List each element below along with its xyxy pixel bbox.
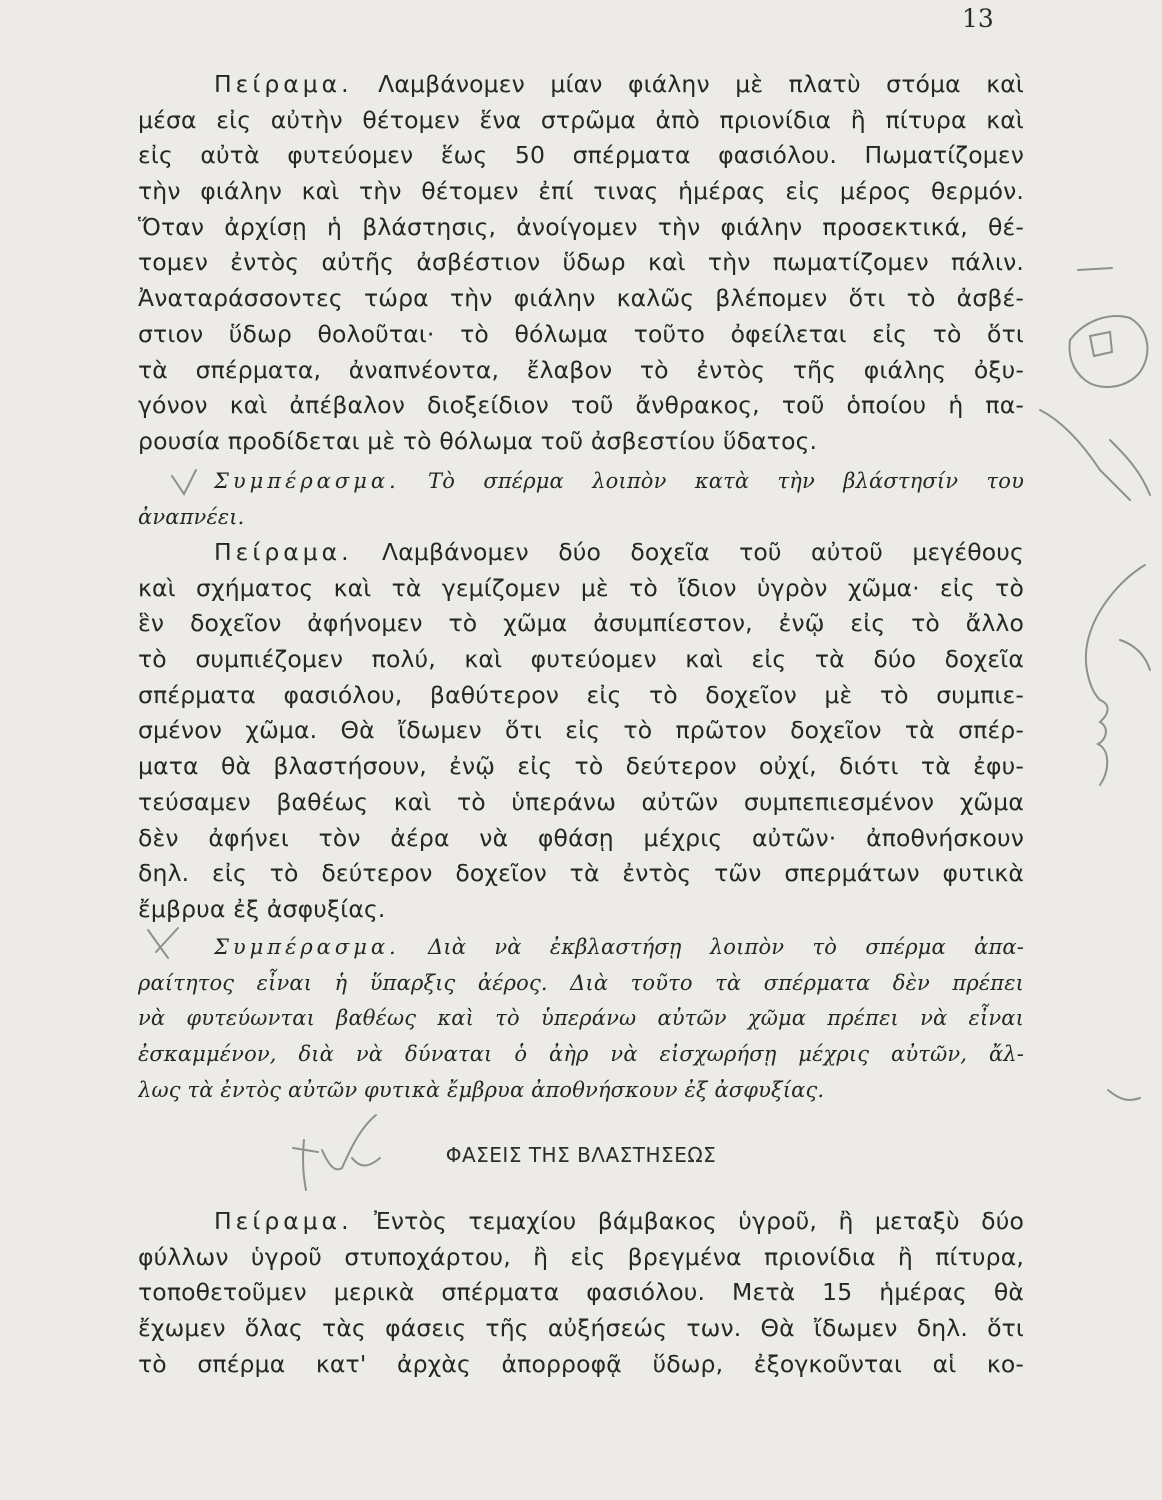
paragraph-conclusion-1 bbox=[138, 464, 1024, 535]
text-line: τὰ σπέρματα, ἀναπνέοντα, ἔλαβον τὸ ἐντὸς τῆς φιάλης ὀξυ- bbox=[138, 355, 1024, 384]
text-line: ἐσκαμμένον, διὰ νὰ δύναται ὁ ἀὴρ νὰ εἰσχωρήσῃ μέχρις αὐτῶν, ἄλ- bbox=[138, 1042, 1024, 1067]
page-number: 13 bbox=[962, 4, 994, 33]
text-line: δὲν ἀφήνει τὸν ἀέρα νὰ φθάσῃ μέχρις αὐτῶν· ἀποθνήσκουν bbox=[138, 823, 1024, 852]
text-line: ἔχωμεν ὅλας τὰς φάσεις τῆς αὐξήσεώς των. Θὰ ἴδωμεν δηλ. ὅτι bbox=[138, 1314, 1024, 1343]
text-line: ἔμβρυα ἐξ ἀσφυξίας. bbox=[138, 894, 386, 923]
text-line: ραίτητος εἶναι ἡ ὕπαρξις ἀέρος. Διὰ τοῦτο τὰ σπέρματα δὲν πρέπει bbox=[138, 970, 1024, 995]
paragraph-lead: Πείραμα. bbox=[214, 538, 353, 566]
margin-profile-doodle bbox=[1086, 565, 1150, 785]
text-line: ρουσία προδίδεται μὲ τὸ θόλωμα τοῦ ἀσβεστίου ὕδατος. bbox=[138, 426, 818, 455]
paragraph-lead: Συμπέρασμα. bbox=[214, 935, 400, 959]
text-line: στιον ὕδωρ θολοῦται· τὸ θόλωμα τοῦτο ὀφείλεται εἰς τὸ ὅτι bbox=[138, 319, 1024, 348]
text-line: Συμπέρασμα. Διὰ νὰ ἐκβλαστήσῃ λοιπὸν τὸ σπέρμα ἀπα- bbox=[214, 935, 1024, 959]
text-line: εἰς αὐτὰ φυτεύομεν ἕως 50 σπέρματα φασιόλου. Πωματίζομεν bbox=[138, 141, 1024, 170]
margin-dash-mark bbox=[1078, 268, 1112, 270]
text-line: δηλ. εἰς τὸ δεύτερον δοχεῖον τὰ ἐντὸς τῶν σπερμάτων φυτικὰ bbox=[138, 859, 1024, 888]
paragraph-experiment-2 bbox=[138, 535, 1024, 928]
text-line: Ἀναταράσσοντες τώρα τὴν φιάλην καλῶς βλέπομεν ὅτι τὸ ἀσβέ- bbox=[138, 284, 1024, 313]
text-line: μέσα εἰς αὐτὴν θέτομεν ἕνα στρῶμα ἀπὸ πριονίδια ἢ πίτυρα καὶ bbox=[138, 105, 1024, 134]
margin-face-doodle bbox=[1040, 316, 1150, 500]
text-line: τεύσαμεν βαθέως καὶ τὸ ὑπεράνω αὐτῶν συμπεπιεσμένον χῶμα bbox=[138, 787, 1024, 816]
paragraph-experiment-1 bbox=[138, 67, 1024, 460]
text-line: Πείραμα. Λαμβάνομεν μίαν φιάλην μὲ πλατὺ στόμα καὶ bbox=[214, 70, 1024, 98]
text-line: φύλλων ὑγροῦ στυποχάρτου, ἢ εἰς βρεγμένα πριονίδια ἢ πίτυρα, bbox=[138, 1242, 1024, 1271]
text-line: τοποθετοῦμεν μερικὰ σπέρματα φασιόλου. Μετὰ 15 ἡμέρας θὰ bbox=[138, 1278, 1024, 1307]
text-line: γόνον καὶ ἀπέβαλον διοξείδιον τοῦ ἄνθρακος, τοῦ ὁποίου ἡ πα- bbox=[138, 391, 1024, 420]
text-line: νὰ φυτεύωνται βαθέως καὶ τὸ ὑπεράνω αὐτῶν χῶμα πρέπει νὰ εἶναι bbox=[138, 1006, 1024, 1031]
text-line: τὴν φιάλην καὶ τὴν θέτομεν ἐπί τινας ἡμέρας εἰς μέρος θερμόν. bbox=[138, 177, 1024, 206]
text-line: Πείραμα. Λαμβάνομεν δύο δοχεῖα τοῦ αὐτοῦ μεγέθους bbox=[214, 538, 1024, 566]
text-line: ἓν δοχεῖον ἀφήνομεν τὸ χῶμα ἀσυμπίεστον, ἐνῷ εἰς τὸ ἄλλο bbox=[138, 609, 1024, 638]
text-line: Συμπέρασμα. Τὸ σπέρμα λοιπὸν κατὰ τὴν βλάστησίν του bbox=[214, 469, 1024, 493]
margin-tick-right bbox=[1108, 1090, 1140, 1100]
paragraph-lead: Πείραμα. bbox=[214, 1207, 353, 1235]
paragraph-lead: Πείραμα. bbox=[214, 70, 353, 98]
text-line: σπέρματα φασιόλου, βαθύτερον εἰς τὸ δοχεῖον μὲ τὸ συμπιε- bbox=[138, 680, 1024, 709]
text-line: Ὅταν ἀρχίσῃ ἡ βλάστησις, ἀνοίγομεν τὴν φιάλην προσεκτικά, θέ- bbox=[138, 212, 1024, 241]
text-line: λως τὰ ἐντὸς αὐτῶν φυτικὰ ἔμβρυα ἀποθνήσκουν ἐξ ἀσφυξίας. bbox=[138, 1077, 825, 1102]
paragraph-lead: Συμπέρασμα. bbox=[214, 469, 400, 493]
text-line: καὶ σχήματος καὶ τὰ γεμίζομεν μὲ τὸ ἴδιον ὑγρὸν χῶμα· εἰς τὸ bbox=[138, 573, 1024, 602]
text-line: τὸ συμπιέζομεν πολύ, καὶ φυτεύομεν καὶ εἰς τὰ δύο δοχεῖα bbox=[138, 645, 1024, 674]
text-line: ματα θὰ βλαστήσουν, ἐνῷ εἰς τὸ δεύτερον οὐχί, διότι τὰ ἐφυ- bbox=[138, 752, 1024, 781]
text-line: τομεν ἐντὸς αὐτῆς ἀσβέστιον ὕδωρ καὶ τὴν πωματίζομεν πάλιν. bbox=[138, 248, 1024, 277]
text-line: τὸ σπέρμα κατ' ἀρχὰς ἀπορροφᾷ ὕδωρ, ἐξογκοῦνται αἱ κο- bbox=[138, 1349, 1024, 1378]
text-line: Πείραμα. Ἐντὸς τεμαχίου βάμβακος ὑγροῦ, ἢ μεταξὺ δύο bbox=[214, 1207, 1024, 1235]
paragraph-experiment-3 bbox=[138, 1204, 1024, 1382]
section-heading: ΦΑΣΕΙΣ ΤΗΣ ΒΛΑΣΤΗΣΕΩΣ bbox=[445, 1143, 717, 1167]
text-line: ἀναπνέει. bbox=[138, 504, 245, 529]
paragraph-conclusion-2 bbox=[138, 930, 1024, 1108]
text-line: σμένον χῶμα. Θὰ ἴδωμεν ὅτι εἰς τὸ πρῶτον δοχεῖον τὰ σπέρ- bbox=[138, 716, 1024, 745]
